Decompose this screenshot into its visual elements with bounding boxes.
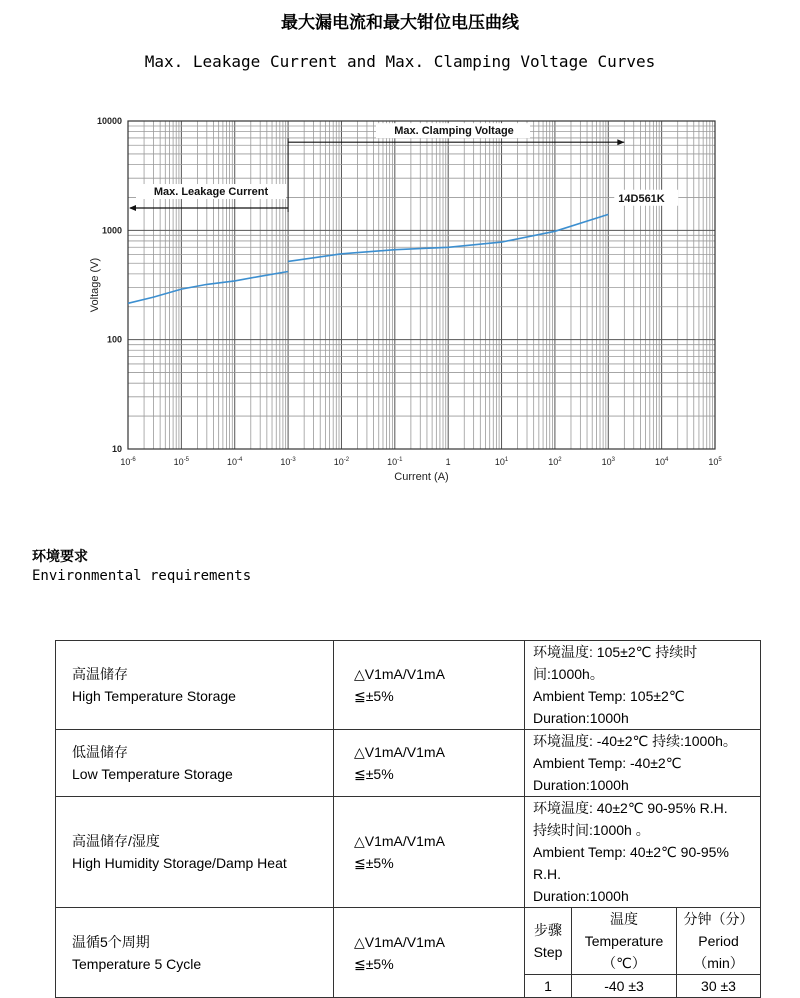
subtable-cell-temperature: -40 ±3 — [572, 975, 677, 998]
test-name-cell — [56, 641, 334, 730]
x-tick-label: $10^4$ — [654, 457, 669, 467]
criteria-cell — [334, 908, 525, 998]
x-tick-label: $10^2$ — [548, 457, 562, 467]
plot-frame — [128, 121, 715, 449]
condition-line: 环境温度: 40±2℃ 90-95% R.H. — [533, 800, 728, 816]
page-title-cn: 最大漏电流和最大钳位电压曲线 — [281, 13, 519, 33]
condition-line: Ambient Temp: 40±2℃ 90-95% R.H. — [533, 844, 729, 882]
test-name-en: High Humidity Storage/Damp Heat — [72, 855, 287, 871]
condition-line: Ambient Temp: -40±2℃ — [533, 755, 682, 771]
clamping-label: Max. Clamping Voltage — [394, 125, 514, 138]
clamping-arrowhead — [617, 139, 624, 145]
criteria-cell — [334, 730, 525, 797]
x-tick-label: $10^5$ — [708, 457, 722, 467]
subtable-header-row — [525, 908, 760, 975]
header-line: 分钟（分） — [683, 911, 754, 927]
test-name-en: Temperature 5 Cycle — [72, 955, 202, 972]
conditions-cell — [525, 797, 761, 908]
x-tick-label: $10^{-3}$ — [280, 457, 296, 467]
criteria-cell — [334, 797, 525, 908]
x-tick-label: 1 — [445, 457, 451, 467]
series-label: 14D561K — [618, 192, 665, 205]
y-tick-label: 100 — [106, 334, 122, 345]
subtable-header-temperature — [572, 908, 677, 975]
condition-line: Ambient Temp: 105±2℃ — [533, 688, 685, 704]
condition-line: Duration:1000h — [533, 888, 629, 904]
leakage-label: Max. Leakage Current — [153, 186, 269, 199]
test-name-en: High Temperature Storage — [72, 688, 236, 704]
header-line: （℃） — [602, 955, 646, 971]
vi-curve-chart — [78, 108, 738, 498]
criteria-line: △V1mA/V1mA — [354, 744, 445, 760]
test-name-cell — [56, 730, 334, 797]
section-title-en: Environmental requirements — [32, 568, 252, 584]
subtable-row — [525, 975, 760, 998]
conditions-cell — [525, 730, 761, 797]
subtable-cell-step: 1 — [525, 975, 572, 998]
x-tick-label: $10^{-4}$ — [227, 457, 243, 467]
condition-line: 间:1000h。 — [533, 666, 604, 682]
x-tick-label: $10^{-1}$ — [387, 457, 403, 467]
x-axis-label: Current (A) — [394, 471, 449, 483]
test-name-cn: 温循5个周期 — [72, 933, 150, 950]
criteria-line: ≦±5% — [354, 955, 394, 972]
condition-line: Duration:1000h — [533, 777, 629, 793]
subtable-header-period — [677, 908, 761, 975]
header-line: 温度 — [610, 911, 638, 927]
x-tick-label: $10^3$ — [601, 457, 615, 467]
criteria-line: ≦±5% — [354, 688, 394, 704]
cycle-subtable-cell — [525, 908, 761, 998]
x-tick-label: $10^{-5}$ — [173, 457, 190, 467]
y-tick-label: 10 — [111, 444, 122, 454]
criteria-cell — [334, 641, 525, 730]
criteria-line: △V1mA/V1mA — [354, 833, 445, 849]
test-name-cn: 高温储存 — [72, 666, 128, 682]
header-line: Temperature — [584, 933, 664, 949]
condition-line: Duration:1000h — [533, 710, 629, 726]
header-line: 步骤 — [534, 922, 562, 938]
section-title-cn: 环境要求 — [32, 549, 88, 565]
x-tick-label: $10^1$ — [494, 457, 509, 467]
criteria-line: △V1mA/V1mA — [354, 666, 445, 682]
header-line: Step — [533, 944, 563, 960]
y-tick-label: 10000 — [96, 116, 122, 126]
leakage-arrowhead — [129, 205, 136, 211]
cycle-subtable — [525, 908, 760, 997]
environmental-table — [55, 640, 761, 998]
table-row — [56, 730, 761, 797]
y-tick-label: 1000 — [101, 225, 122, 236]
criteria-line: ≦±5% — [354, 855, 394, 871]
test-name-cell — [56, 797, 334, 908]
page-title-en: Max. Leakage Current and Max. Clamping Voltage Curves — [144, 52, 656, 71]
condition-line: 环境温度: 105±2℃ 持续时 — [533, 644, 698, 660]
subtable-header-step — [525, 908, 572, 975]
condition-line: 持续时间:1000h 。 — [533, 822, 650, 838]
test-name-cn: 高温储存/湿度 — [72, 833, 160, 849]
subtable-cell-period: 30 ±3 — [677, 975, 761, 998]
table-row — [56, 641, 761, 730]
x-tick-label: $10^{-2}$ — [333, 457, 350, 467]
criteria-line: ≦±5% — [354, 766, 394, 782]
test-name-cn: 低温储存 — [72, 744, 128, 760]
test-name-en: Low Temperature Storage — [72, 766, 233, 782]
table-row — [56, 908, 761, 998]
condition-line: 环境温度: -40±2℃ 持续:1000h。 — [533, 733, 737, 749]
test-name-cell — [56, 908, 334, 998]
table-row — [56, 797, 761, 908]
x-tick-label: $10^{-6}$ — [120, 457, 136, 467]
y-axis-label: Voltage (V) — [89, 257, 101, 313]
conditions-cell — [525, 641, 761, 730]
header-line: Period（min） — [693, 933, 744, 971]
criteria-line: △V1mA/V1mA — [354, 933, 445, 950]
